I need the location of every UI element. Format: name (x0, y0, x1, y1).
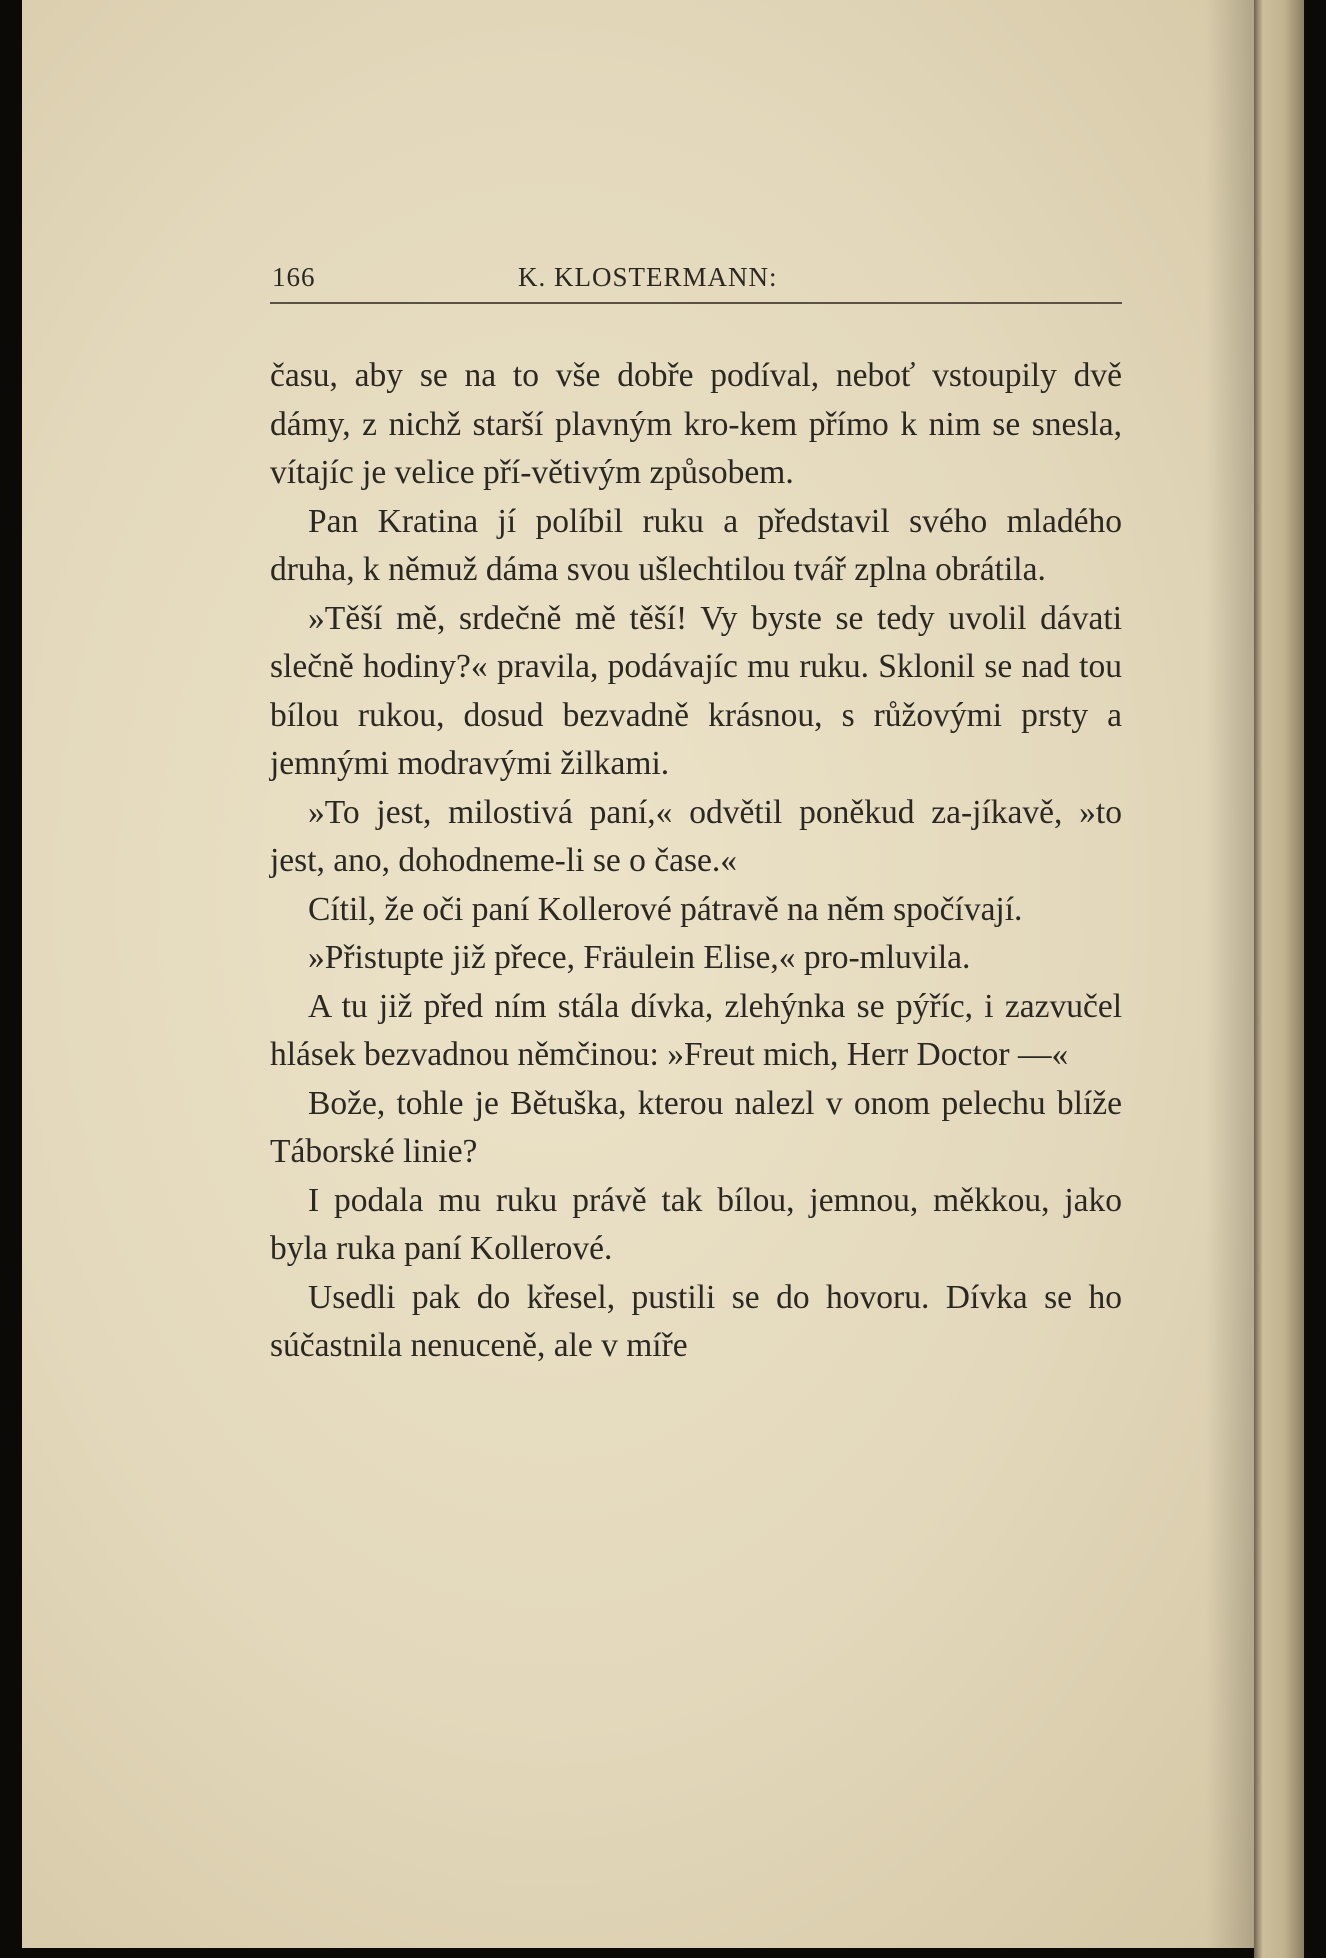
page-edge-stack (1254, 0, 1304, 1958)
paragraph: Bože, tohle je Bětuška, kterou nalezl v onom pelechu blíže Táborské linie? (270, 1084, 1122, 1170)
page-header (270, 246, 1122, 306)
paragraph: Cítil, že oči paní Kollerové pátravě na něm spočívají. (308, 890, 1023, 928)
paragraph: I podala mu ruku právě tak bílou, jemnou, měkkou, jako byla ruka paní Kollerové. (270, 1181, 1122, 1267)
paragraph: Usedli pak do křesel, pustili se do hovoru. Dívka se ho súčastnila nenuceně, ale v míře (270, 1278, 1122, 1364)
paragraph: »To jest, milostivá paní,« odvětil poněkud za-jíkavě, »to jest, ano, dohodneme-li se o čase.« (270, 793, 1122, 879)
paragraph: Pan Kratina jí políbil ruku a představil svého mladého druha, k němuž dáma svou ušlechtilou tvář zplna obrátila. (270, 502, 1122, 588)
paragraph: »Přistupte již přece, Fräulein Elise,« pro-mluvila. (308, 939, 971, 976)
header-rule (270, 302, 1122, 304)
running-head: K. KLOSTERMANN: (518, 262, 778, 292)
body-text (270, 352, 1122, 1371)
paragraph: času, aby se na to vše dobře podíval, neboť vstoupily dvě dámy, z nichž starší plavným kro-kem přímo k nim se snesla, vítajíc je velice pří-větivým způsobem. (270, 357, 1122, 491)
page-number: 166 (272, 262, 316, 292)
paragraph: A tu již před ním stála dívka, zlehýnka se pýříc, i zazvučel hlásek bezvadnou němčinou: »Freut mich, Herr Doctor —« (270, 987, 1122, 1073)
page-content (270, 246, 1122, 1371)
paragraph: »Těší mě, srdečně mě těší! Vy byste se tedy uvolil dávati slečně hodiny?« pravila, podávajíc mu ruku. Sklonil se nad tou bílou rukou, dosud bezvadně krásnou, s růžovými prsty a jemnými modravými žilkami. (270, 599, 1122, 782)
